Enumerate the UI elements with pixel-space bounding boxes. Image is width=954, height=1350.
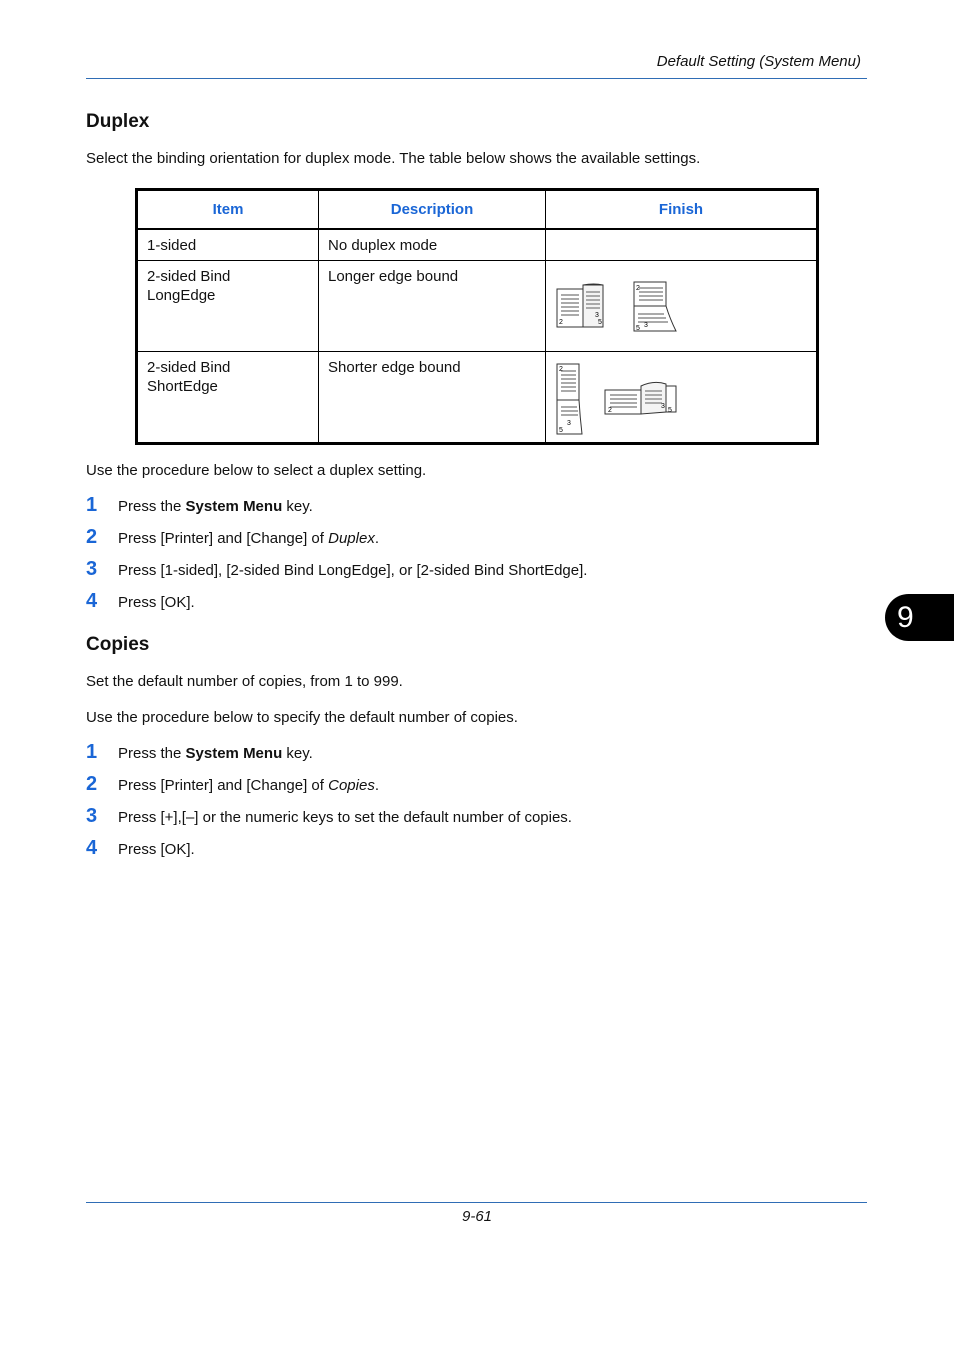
copies-step — [86, 805, 572, 827]
page-number: 9-61 — [461, 1208, 493, 1225]
duplex-setting-name: Duplex — [328, 530, 375, 547]
table-header-finish: Finish — [546, 190, 818, 229]
step-text: Press the System Menu key. — [118, 745, 313, 762]
illustration-page-number: 5 — [636, 325, 640, 332]
duplex-procedure-intro: Use the procedure below to select a duplex setting. — [86, 462, 427, 479]
table-cell-finish — [546, 229, 818, 261]
illustration-page-number: 2 — [559, 366, 563, 373]
duplex-intro: Select the binding orientation for duplex mode. The table below shows the available settings. — [86, 150, 701, 167]
item-line2: LongEdge — [147, 287, 216, 304]
table-cell-item — [137, 229, 319, 261]
step-text: Press [+],[–] or the numeric keys to set the default number of copies. — [118, 809, 572, 826]
system-menu-key: System Menu — [185, 498, 283, 515]
illustration-page-number: 2 — [608, 407, 612, 414]
step-number: 4 — [86, 837, 98, 859]
item-line1: 2-sided Bind — [147, 268, 231, 285]
illustration-page-number: 3 — [644, 322, 648, 329]
short-edge-binding-illustration — [554, 362, 684, 436]
table-header-description: Description — [319, 190, 546, 229]
step-text: Press [Printer] and [Change] of Copies. — [118, 777, 379, 794]
table-cell-description: No duplex mode — [319, 229, 546, 261]
copies-setting-name: Copies — [328, 777, 375, 794]
chapter-tab: 9 — [885, 594, 954, 641]
illustration-page-number: 3 — [661, 403, 665, 410]
running-header-title: Default Setting (System Menu) — [656, 53, 861, 70]
table-cell-item — [137, 352, 319, 444]
illustration-page-number: 3 — [595, 312, 599, 319]
illustration-page-number: 5 — [668, 407, 672, 414]
step-number: 1 — [86, 494, 98, 516]
duplex-step — [86, 494, 313, 516]
step-text: Press the System Menu key. — [118, 498, 313, 515]
illustration-page-number: 3 — [567, 420, 571, 427]
step-text: Press [OK]. — [118, 841, 195, 858]
system-menu-key: System Menu — [185, 745, 283, 762]
table-cell-item — [137, 261, 319, 352]
step-number: 2 — [86, 773, 98, 795]
item-line1: 2-sided Bind — [147, 359, 231, 376]
illustration-page-number: 2 — [559, 319, 563, 326]
footer-rule — [86, 1202, 867, 1203]
duplex-step — [86, 590, 195, 612]
illustration-page-number: 5 — [559, 427, 563, 434]
illustration-page-number: 5 — [598, 319, 602, 326]
long-edge-binding-illustration — [554, 281, 684, 337]
table-row — [137, 261, 818, 352]
step-number: 1 — [86, 741, 98, 763]
copies-step — [86, 773, 379, 795]
table-cell-finish — [546, 261, 818, 352]
copies-procedure-intro: Use the procedure below to specify the default number of copies. — [86, 709, 518, 726]
step-text: Press [OK]. — [118, 594, 195, 611]
table-header-item: Item — [137, 190, 319, 229]
step-number: 3 — [86, 558, 98, 580]
step-number: 4 — [86, 590, 98, 612]
duplex-step — [86, 526, 379, 548]
table-row — [137, 229, 818, 261]
running-header — [86, 52, 867, 79]
duplex-title: Duplex — [86, 111, 150, 132]
step-number: 2 — [86, 526, 98, 548]
duplex-step — [86, 558, 587, 580]
item-line1: 1-sided — [147, 236, 197, 254]
table-header-row — [137, 190, 818, 229]
copies-step — [86, 837, 195, 859]
step-number: 3 — [86, 805, 98, 827]
step-text: Press [1-sided], [2-sided Bind LongEdge], or [2-sided Bind ShortEdge]. — [118, 562, 588, 579]
table-cell-description: Longer edge bound — [319, 261, 546, 352]
table-row — [137, 352, 818, 444]
step-text: Press [Printer] and [Change] of Duplex. — [118, 530, 379, 547]
table-cell-finish — [546, 352, 818, 444]
illustration-page-number: 2 — [636, 285, 640, 292]
item-line2: ShortEdge — [147, 378, 218, 395]
copies-intro: Set the default number of copies, from 1 to 999. — [86, 673, 403, 690]
copies-title: Copies — [86, 634, 150, 655]
table-cell-description: Shorter edge bound — [319, 352, 546, 444]
duplex-settings-table — [135, 188, 819, 445]
copies-step — [86, 741, 313, 763]
